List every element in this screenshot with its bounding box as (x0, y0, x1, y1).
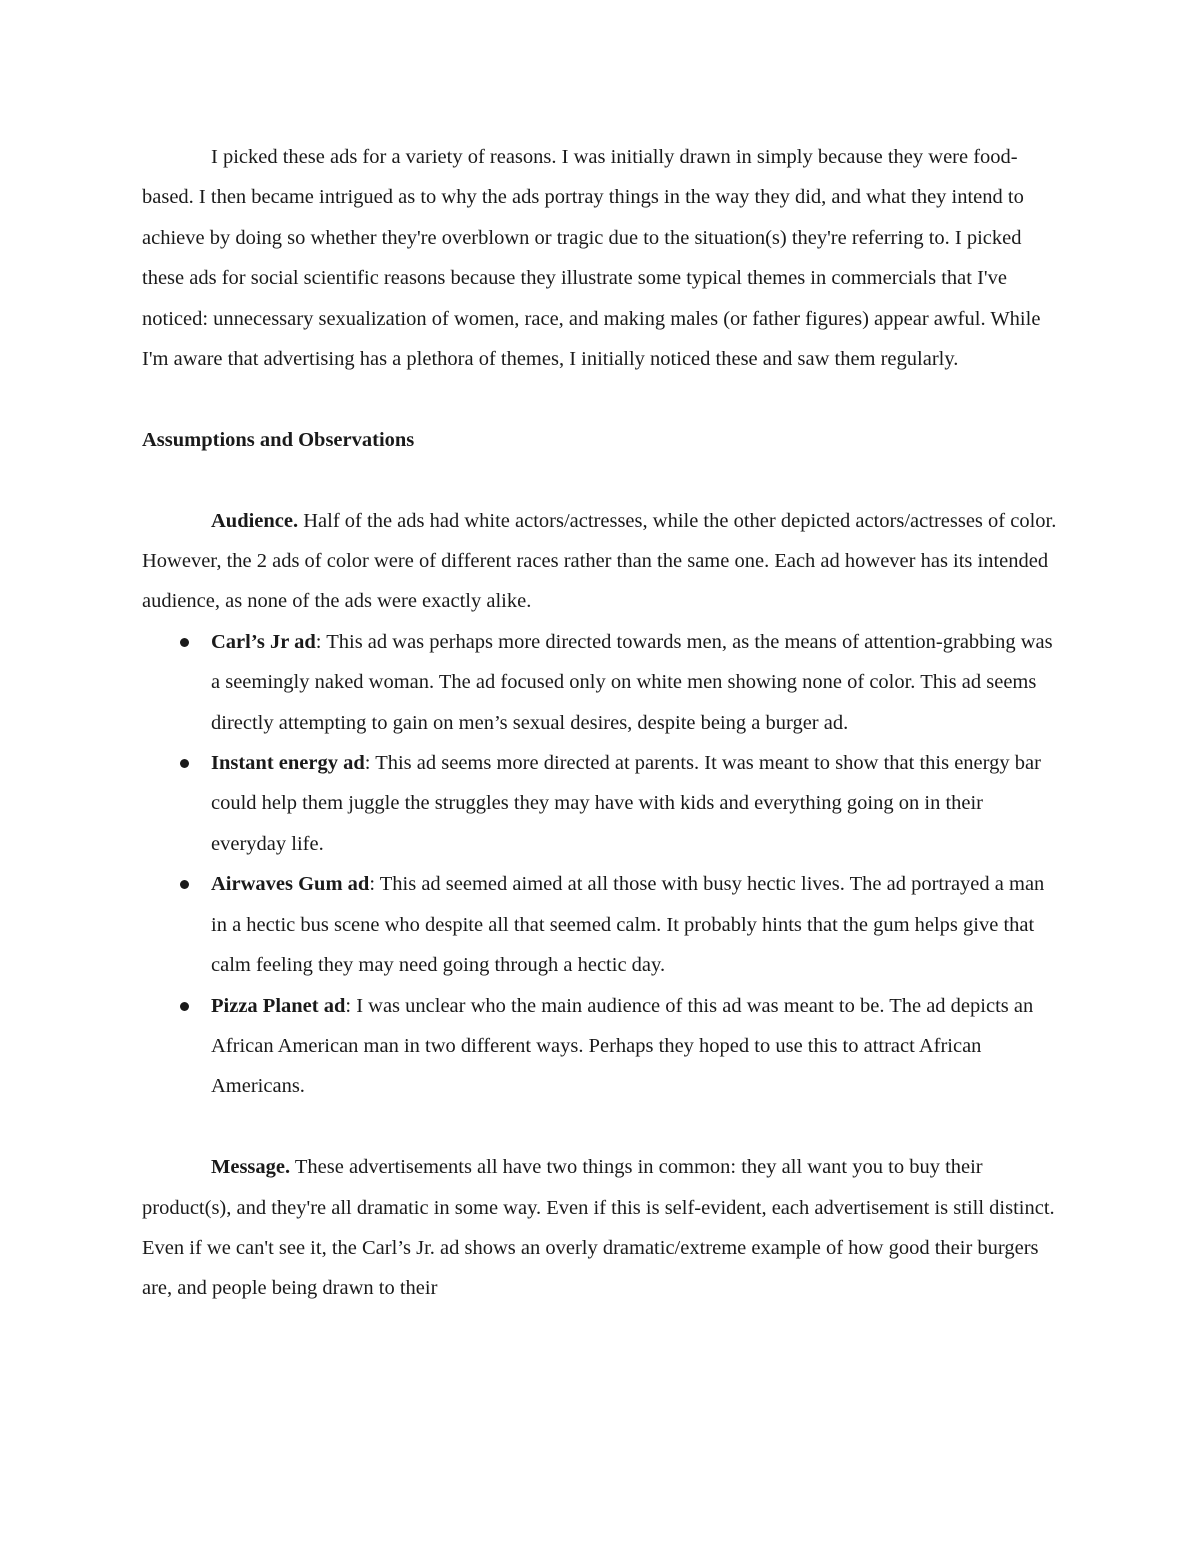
intro-paragraph: I picked these ads for a variety of reasons. I was initially drawn in simply because they were food-based. I then became intrigued as to why the ads portray things in the way they did, and what they intend to achieve by doing so whether they're overblown or tragic due to the situation(s) they're referring to. I picked these ads for social scientific reasons because they illustrate some typical themes in commercials that I've noticed: unnecessary sexualization of women, race, and making males (or father figures) appear awful. While I'm aware that advertising has a plethora of themes, I initially noticed these and saw them regularly. (142, 146, 1041, 371)
list-item-text: : I was unclear who the main audience of this ad was meant to be. The ad depicts an African American man in two different ways. Perhaps they hoped to use this to attract African Americans. (211, 994, 1034, 1098)
list-item-label: Pizza Planet ad (211, 994, 346, 1017)
list-item-label: Airwaves Gum ad (211, 873, 370, 896)
section-heading: Assumptions and Observations (142, 428, 415, 451)
list-item (142, 986, 1060, 1107)
audience-paragraph (142, 501, 1060, 622)
audience-label: Audience. (211, 509, 299, 532)
list-item (142, 864, 1060, 985)
bullet-icon (180, 759, 189, 768)
bullet-icon (180, 638, 189, 647)
audience-list (142, 622, 1060, 1107)
audience-text: Half of the ads had white actors/actresses, while the other depicted actors/actresses of color. However, the 2 ads of color were of different races rather than the same one. Each ad however has its intended audience, as none of the ads were exactly alike. (142, 509, 1057, 613)
bullet-icon (180, 1002, 189, 1011)
list-item (142, 743, 1060, 864)
list-item-text: : This ad seems more directed at parents. It was meant to show that this energy bar could help them juggle the struggles they may have with kids and everything going on in their everyday life. (211, 752, 1041, 855)
list-item-label: Carl’s Jr ad (211, 630, 316, 653)
list-item-text: : This ad was perhaps more directed towards men, as the means of attention-grabbing was a seemingly naked woman. The ad focused only on white men showing none of color. This ad seems directly attempting to gain on men’s sexual desires, despite being a burger ad. (211, 630, 1053, 734)
list-item-text: : This ad seemed aimed at all those with busy hectic lives. The ad portrayed a man in a hectic bus scene who despite all that seemed calm. It probably hints that the gum helps give that calm feeling they may need going through a hectic day. (211, 873, 1045, 977)
message-text: These advertisements all have two things in common: they all want you to buy their product(s), and they're all dramatic in some way. Even if this is self-evident, each advertisement is still distinct. Even if we can't see it, the Carl’s Jr. ad shows an overly dramatic/extreme example of how good their burgers are, and people being drawn to their (142, 1156, 1055, 1300)
paragraph-spacer (142, 1107, 1060, 1147)
bullet-icon (180, 880, 189, 889)
message-label: Message. (211, 1156, 291, 1179)
list-item-label: Instant energy ad (211, 752, 365, 775)
list-item (142, 622, 1060, 743)
message-paragraph (142, 1147, 1060, 1309)
document-body (142, 137, 1060, 1309)
